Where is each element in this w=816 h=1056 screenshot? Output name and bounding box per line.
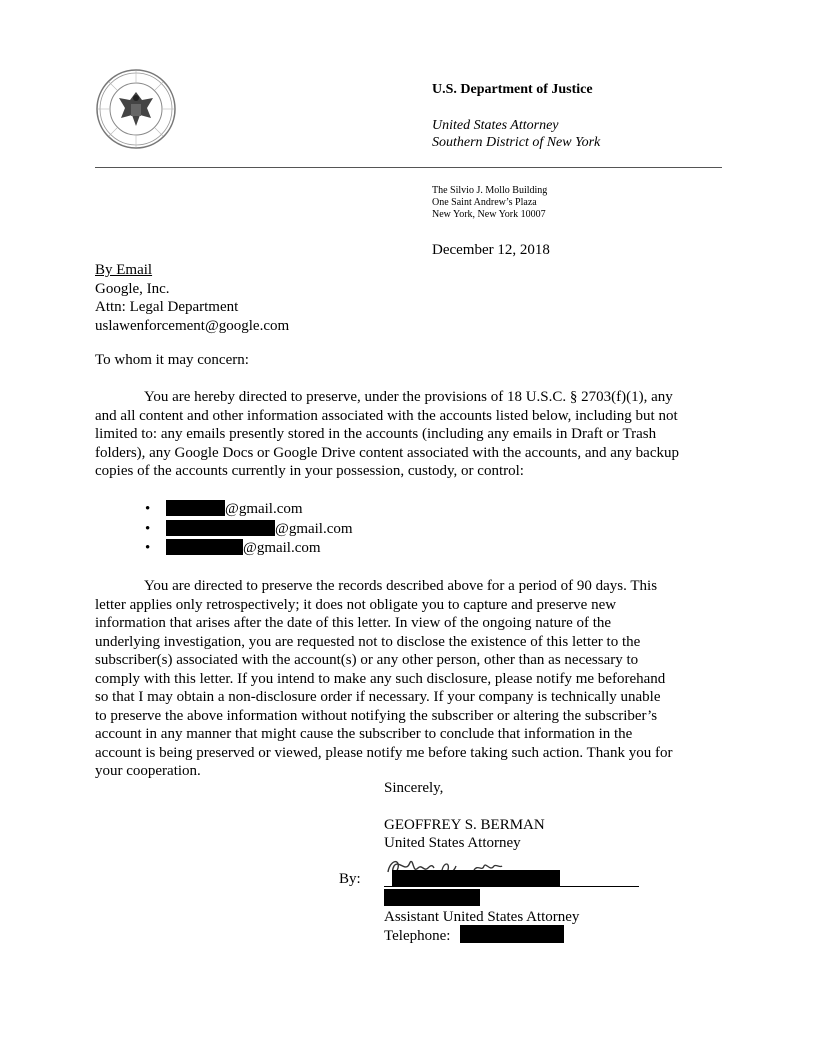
recipient-attn: Attn: Legal Department: [95, 299, 239, 315]
paragraph-preservation-request: [95, 388, 735, 481]
paragraph-line: your cooperation.: [95, 763, 201, 779]
closing-sincerely: Sincerely,: [384, 780, 444, 796]
signatory-title: United States Attorney: [384, 835, 521, 851]
paragraph-line: copies of the accounts currently in your possession, custody, or control:: [95, 463, 524, 479]
redaction-box: [384, 889, 480, 906]
header-divider: [95, 167, 722, 168]
office-name: [432, 117, 600, 151]
delivery-method: By Email: [95, 262, 153, 278]
office-line-1: United States Attorney: [432, 118, 559, 133]
account-email-suffix: @gmail.com: [275, 520, 353, 537]
paragraph-line: account is being preserved or viewed, please notify me before taking such action. Thank you for: [95, 744, 673, 761]
paragraph-terms: [95, 577, 735, 781]
recipient-company: Google, Inc.: [95, 280, 170, 297]
paragraph-line: limited to: any emails presently stored in the accounts (including any emails in Draft or Trash: [95, 426, 657, 442]
salutation: To whom it may concern:: [95, 352, 249, 368]
paragraph-line: You are hereby directed to preserve, under the provisions of 18 U.S.C. § 2703(f)(1), any: [144, 389, 673, 405]
redaction-box: [166, 520, 275, 536]
account-email-suffix: @gmail.com: [225, 501, 303, 517]
paragraph-line: to preserve the above information without notifying the subscriber or altering the subscriber’s: [95, 707, 658, 724]
address-line: The Silvio J. Mollo Building: [432, 185, 548, 196]
letter-date: December 12, 2018: [432, 242, 550, 258]
signatory-name: GEOFFREY S. BERMAN: [384, 817, 545, 833]
paragraph-line: and all content and other information associated with the accounts listed below, including but not: [95, 407, 678, 424]
paragraph-line: underlying investigation, you are requested not to disclose the existence of this letter to the: [95, 633, 641, 650]
paragraph-line: subscriber(s) associated with the account(s) or any other person, other than as necessary to: [95, 652, 639, 668]
paragraph-line: account in any manner that might cause the subscriber to conclude that information in the: [95, 726, 633, 742]
agency-name: U.S. Department of Justice: [432, 82, 593, 97]
bullet-icon: •: [145, 520, 151, 537]
redaction-box: [392, 870, 560, 887]
address-line: New York, New York 10007: [432, 209, 546, 220]
redaction-box: [460, 925, 564, 943]
signer-title: Assistant United States Attorney: [384, 909, 580, 925]
account-email-suffix: @gmail.com: [243, 540, 321, 556]
telephone-label: Telephone:: [384, 928, 451, 944]
paragraph-line: information that arises after the date of this letter. In view of the ongoing nature of the: [95, 615, 612, 631]
bullet-icon: •: [145, 501, 151, 517]
paragraph-line: so that I may obtain a non-disclosure order if necessary. If your company is technically unable: [95, 689, 661, 705]
address-line: One Saint Andrew’s Plaza: [432, 197, 537, 208]
bullet-icon: •: [145, 540, 151, 556]
paragraph-line: You are directed to preserve the records described above for a period of 90 days. This: [144, 578, 658, 594]
office-line-2: Southern District of New York: [432, 135, 601, 150]
paragraph-line: folders), any Google Docs or Google Drive content associated with the accounts, and any backup: [95, 444, 679, 461]
paragraph-line: comply with this letter. If you intend to make any such disclosure, please notify me beforehand: [95, 670, 666, 687]
redaction-box: [166, 539, 243, 555]
doj-seal-logo: [95, 68, 177, 150]
by-label: By:: [339, 871, 361, 887]
recipient-email: uslawenforcement@google.com: [95, 317, 290, 334]
office-address: [432, 185, 547, 221]
paragraph-line: letter applies only retrospectively; it does not obligate you to capture and preserve new: [95, 596, 617, 613]
recipient-block: [95, 261, 289, 335]
redaction-box: [166, 500, 225, 516]
